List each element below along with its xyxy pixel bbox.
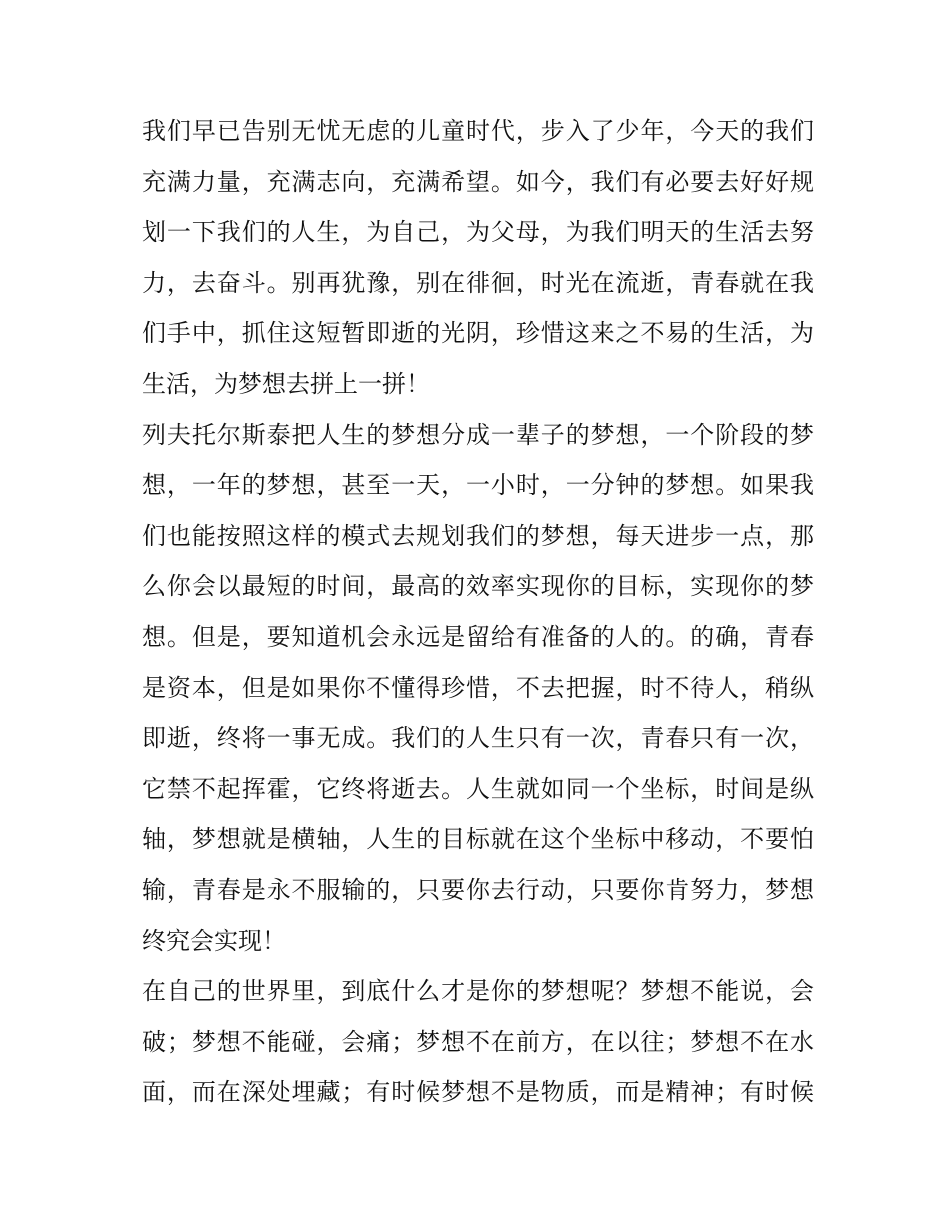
text-line: 轴，梦想就是横轴，人生的目标就在这个坐标中移动，不要怕 [142,825,814,854]
text-line: 终究会实现！ [142,926,286,955]
text-line: 想，一年的梦想，甚至一天，一小时，一分钟的梦想。如果我 [142,471,814,500]
text-line: 它禁不起挥霍，它终将逝去。人生就如同一个坐标，时间是纵 [142,774,814,803]
text-line: 们手中，抓住这短暂即逝的光阴，珍惜这来之不易的生活，为 [142,319,814,348]
text-line: 生活，为梦想去拼上一拼！ [142,369,430,398]
document-body [142,106,814,1118]
text-line: 即逝，终将一事无成。我们的人生只有一次，青春只有一次， [142,724,814,753]
text-line: 们也能按照这样的模式去规划我们的梦想，每天进步一点，那 [142,521,814,550]
paragraph-2 [142,410,814,967]
paragraph-1 [142,106,814,410]
text-line: 我们早已告别无忧无虑的儿童时代，步入了少年，今天的我们 [142,117,814,145]
paragraph-3 [142,966,814,1118]
text-line: 想。但是，要知道机会永远是留给有准备的人的。的确，青春 [142,622,814,651]
text-line: 力，去奋斗。别再犹豫，别在徘徊，时光在流逝，青春就在我 [142,268,814,297]
text-line: 划一下我们的人生，为自己，为父母，为我们明天的生活去努 [142,218,814,247]
text-line: 在自己的世界里，到底什么才是你的梦想呢？梦想不能说，会 [142,977,814,1006]
text-line: 面，而在深处埋藏；有时候梦想不是物质，而是精神；有时候 [142,1078,814,1107]
text-line: 么你会以最短的时间，最高的效率实现你的目标，实现你的梦 [142,572,814,601]
text-line: 列夫托尔斯泰把人生的梦想分成一辈子的梦想，一个阶段的梦 [142,420,814,449]
text-line: 输，青春是永不服输的，只要你去行动，只要你肯努力，梦想 [142,875,814,904]
text-line: 充满力量，充满志向，充满希望。如今，我们有必要去好好规 [142,167,814,196]
text-line: 是资本，但是如果你不懂得珍惜，不去把握，时不待人，稍纵 [142,673,814,702]
text-line: 破；梦想不能碰，会痛；梦想不在前方，在以往；梦想不在水 [142,1027,814,1056]
